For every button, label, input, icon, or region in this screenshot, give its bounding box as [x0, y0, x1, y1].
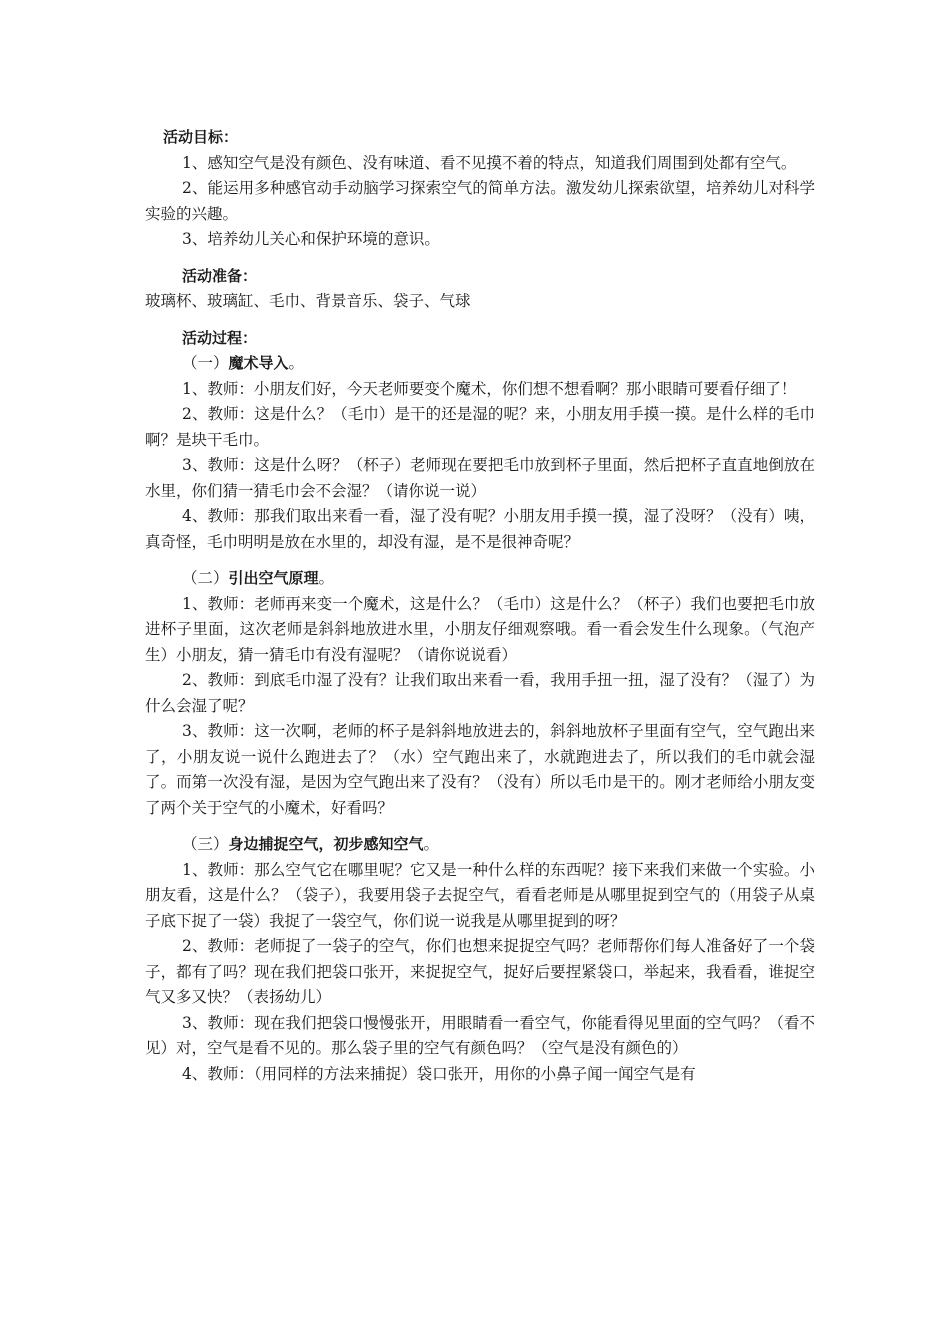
process-paragraph: 2、教师：这是什么？（毛巾）是干的还是湿的呢？来，小朋友用手摸一摸。是什么样的毛巾啊？是块干毛巾。 — [145, 405, 815, 449]
process-paragraph: 1、教师：老师再来变一个魔术，这是什么？（毛巾）这是什么？（杯子）我们也要把毛巾放进杯子里面，这次老师是斜斜地放进水里，小朋友仔细观察哦。看一看会发生什么现象。（气泡产生）小朋友，猜一猜毛巾有没有湿呢？（请你说说看） — [145, 594, 815, 664]
preparation-text: 玻璃杯、玻璃缸、毛巾、背景音乐、袋子、气球 — [145, 292, 471, 310]
section-title: （二）引出空气原理。 — [182, 569, 335, 587]
process-paragraph: 3、教师：现在我们把袋口慢慢张开，用眼睛看一看空气，你能看得见里面的空气吗？（看不见）对，空气是看不见的。那么袋子里的空气有颜色吗？（空气是没有颜色的） — [145, 1013, 815, 1057]
process-paragraph: 1、教师：那么空气它在哪里呢？它又是一种什么样的东西呢？接下来我们来做一个实验。小朋友看，这是什么？（袋子），我要用袋子去捉空气，看看老师是从哪里捉到空气的（用袋子从桌子底下捉了一袋）我捉了一袋空气，你们说一说我是从哪里捉到的呀？ — [145, 860, 815, 930]
document-page — [145, 125, 815, 1087]
process-paragraph: 3、教师：这一次啊，老师的杯子是斜斜地放进去的，斜斜地放杯子里面有空气，空气跑出来了，小朋友说一说什么跑进去了？（水）空气跑出来了，水就跑进去了，所以我们的毛巾就会湿了。而第一次没有湿，是因为空气跑出来了没有？（没有）所以毛巾是干的。刚才老师给小朋友变了两个关于空气的小魔术，好看吗？ — [145, 722, 815, 817]
process-paragraph: 3、教师：这是什么呀？（杯子）老师现在要把毛巾放到杯子里面，然后把杯子直直地倒放在水里，你们猜一猜毛巾会不会湿？（请你说一说） — [145, 456, 815, 500]
section-number: （二） — [182, 569, 229, 587]
goals-heading: 活动目标： — [163, 128, 239, 146]
section-title-text: 引出空气原理 — [228, 569, 319, 587]
process-paragraph: 2、教师：老师捉了一袋子的空气，你们也想来捉捉空气吗？老师帮你们每人准备好了一个袋子，都有了吗？现在我们把袋口张开，来捉捉空气，捉好后要捏紧袋口，举起来，我看看，谁捉空气又多又快？（表扬幼儿） — [145, 937, 815, 1006]
section-number: （一） — [182, 354, 229, 372]
process-paragraph: 4、教师：（用同样的方法来捕捉）袋口张开，用你的小鼻子闻一闻空气是有 — [182, 1064, 696, 1083]
section-title-text: 身边捕捉空气，初步感知空气 — [228, 835, 424, 853]
process-heading: 活动过程： — [182, 328, 258, 347]
section-title-text: 魔术导入 — [228, 354, 289, 372]
preparation-heading: 活动准备： — [182, 266, 258, 285]
section-number: （三） — [182, 835, 229, 853]
goal-item: 3、培养幼儿关心和保护环境的意识。 — [182, 230, 440, 248]
goal-item: 1、感知空气是没有颜色、没有味道、看不见摸不着的特点，知道我们周围到处都有空气。 — [182, 153, 797, 172]
process-paragraph: 4、教师：那我们取出来看一看，湿了没有呢？小朋友用手摸一摸，湿了没呀？（没有）咦，真奇怪，毛巾明明是放在水里的，却没有湿，是不是很神奇呢？ — [145, 507, 815, 551]
section-title: （一）魔术导入。 — [182, 354, 305, 372]
goal-item: 2、能运用多种感官动手动脑学习探索空气的简单方法。激发幼儿探索欲望，培养幼儿对科学实验的兴趣。 — [145, 179, 815, 223]
process-paragraph: 1、教师：小朋友们好，今天老师要变个魔术，你们想不想看啊？那小眼睛可要看仔细了！ — [182, 379, 797, 398]
process-paragraph: 2、教师：到底毛巾湿了没有？让我们取出来看一看，我用手扭一扭，湿了没有？（湿了）为什么会湿了呢？ — [145, 671, 815, 715]
section-title: （三）身边捕捉空气，初步感知空气。 — [182, 835, 440, 853]
